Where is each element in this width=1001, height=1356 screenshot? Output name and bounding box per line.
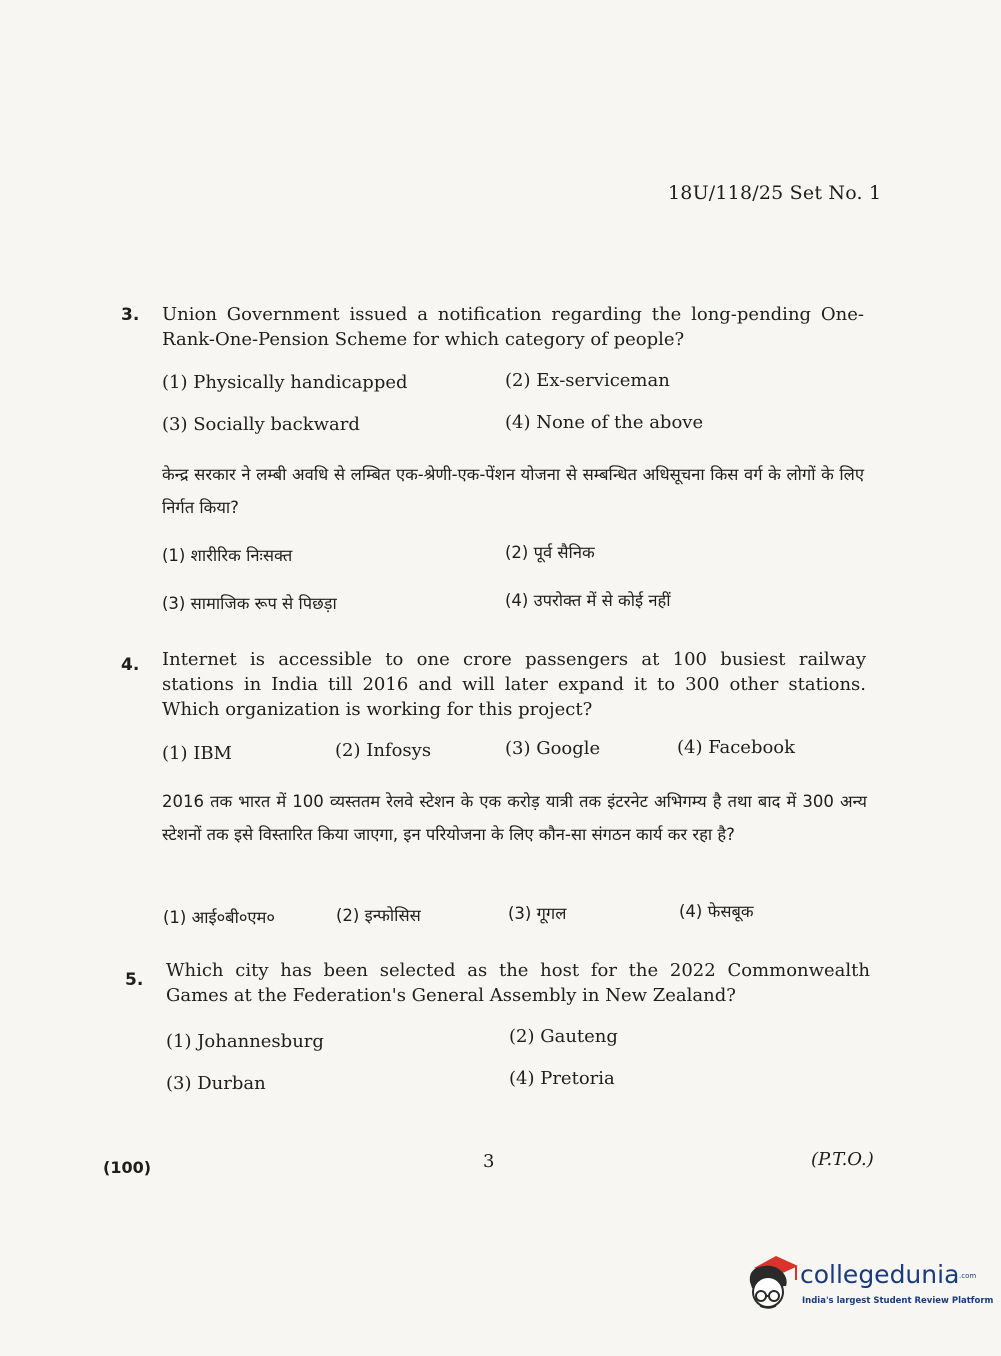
footer-code: (100) [103, 1158, 152, 1177]
brand-domain: .com [959, 1272, 977, 1280]
page-number: 3 [483, 1151, 495, 1172]
option-1-en: (1) Johannesburg [166, 1031, 324, 1052]
option-2-en: (2) Ex-serviceman [505, 370, 670, 391]
option-3-en: (3) Durban [166, 1073, 266, 1094]
option-3-en: (3) Google [505, 738, 601, 759]
option-1-hi: (1) शारीरिक निःसक्त [162, 546, 293, 565]
option-4-en: (4) None of the above [505, 412, 704, 433]
option-4-en: (4) Pretoria [509, 1068, 615, 1089]
question-text-en: Which city has been selected as the host for the 2022 Commonwealth Games at the Federation's General Assembly in New Zealand? [166, 960, 870, 1006]
option-2-en: (2) Infosys [335, 740, 432, 761]
option-3-en: (3) Socially backward [162, 414, 360, 435]
collegedunia-logo [740, 1250, 994, 1320]
question-text-hi: 2016 तक भारत में 100 व्यस्ततम रेलवे स्टेशन के एक करोड़ यात्री तक इंटरनेट अभिगम्य है तथा बाद में 300 अन्य स्टेशनों तक इसे विस्तारित किया जाएगा, इन परियोजना के लिए कौन-सा संगठन कार्य कर रहा है? [162, 792, 867, 844]
question-text-hi: केन्द्र सरकार ने लम्बी अवधि से लम्बित एक-श्रेणी-एक-पेंशन योजना से सम्बन्धित अधिसूचना किस वर्ग के लोगों के लिए निर्गत किया? [162, 465, 864, 517]
option-4-hi: (4) फेसबूक [679, 902, 754, 921]
option-1-hi: (1) आई०बी०एम० [163, 908, 276, 927]
option-4-en: (4) Facebook [677, 737, 796, 758]
pto-note: (P.T.O.) [811, 1149, 874, 1170]
option-1-en: (1) Physically handicapped [162, 372, 408, 393]
question-number: 5. [125, 970, 144, 990]
question-number: 3. [121, 305, 140, 325]
student-mascot-icon [740, 1252, 800, 1314]
option-3-hi: (3) सामाजिक रूप से पिछड़ा [162, 594, 337, 613]
option-2-hi: (2) इन्फोसिस [336, 906, 421, 925]
option-3-hi: (3) गूगल [508, 904, 567, 923]
option-4-hi: (4) उपरोक्त में से कोई नहीं [505, 591, 671, 610]
question-number: 4. [121, 655, 140, 675]
question-text-en: Union Government issued a notification regarding the long-pending One-Rank-One-Pension Scheme for which category of people? [162, 304, 864, 350]
option-2-hi: (2) पूर्व सैनिक [505, 543, 595, 562]
brand-tagline: India's largest Student Review Platform [802, 1296, 994, 1306]
option-2-en: (2) Gauteng [509, 1026, 618, 1047]
brand-name: collegedunia [800, 1260, 960, 1289]
option-1-en: (1) IBM [162, 743, 232, 764]
question-text-en: Internet is accessible to one crore passengers at 100 busiest railway stations in India till 2016 and will later expand it to 300 other stations. Which organization is working for this project? [162, 649, 866, 720]
paper-code: 18U/118/25 Set No. 1 [668, 182, 882, 204]
